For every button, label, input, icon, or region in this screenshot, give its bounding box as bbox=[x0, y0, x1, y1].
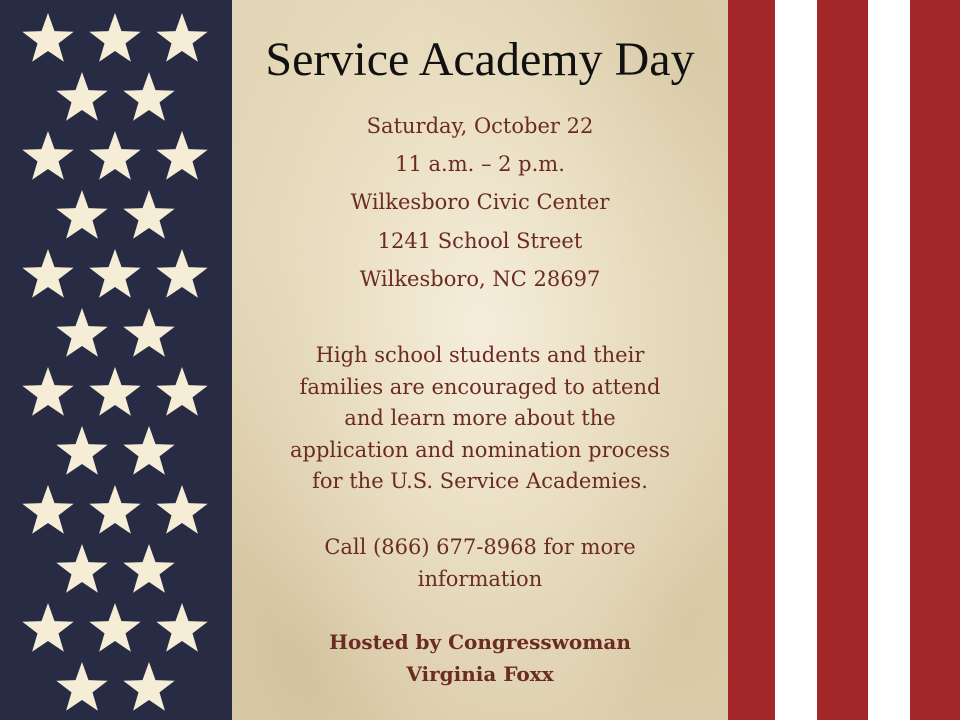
star-icon bbox=[22, 367, 73, 416]
contact-info bbox=[232, 532, 728, 595]
star-icon bbox=[89, 485, 140, 534]
star-icon bbox=[22, 13, 73, 62]
event-description bbox=[232, 340, 728, 498]
star-icon bbox=[56, 662, 107, 711]
host-line: Virginia Foxx bbox=[406, 662, 554, 686]
description-line: application and nomination process bbox=[290, 437, 670, 462]
star-icon bbox=[123, 662, 174, 711]
event-date: Saturday, October 22 bbox=[366, 114, 594, 138]
star-icon bbox=[89, 367, 140, 416]
description-line: for the U.S. Service Academies. bbox=[312, 469, 648, 493]
star-icon bbox=[22, 131, 73, 180]
star-icon bbox=[22, 485, 73, 534]
contact-line: Call (866) 677-8968 for more bbox=[324, 535, 636, 559]
star-field-graphic bbox=[0, 0, 232, 720]
star-field bbox=[0, 0, 232, 720]
event-time: 11 a.m. – 2 p.m. bbox=[395, 152, 565, 176]
star-icon bbox=[56, 72, 107, 121]
flag-stripes bbox=[728, 0, 960, 720]
host-line: Hosted by Congresswoman bbox=[329, 630, 631, 654]
event-venue: Wilkesboro Civic Center bbox=[350, 190, 610, 214]
contact-line: information bbox=[417, 566, 543, 591]
star-icon bbox=[123, 308, 174, 357]
star-icon bbox=[89, 603, 140, 652]
star-icon bbox=[22, 603, 73, 652]
star-icon bbox=[156, 603, 207, 652]
description-line: and learn more about the bbox=[344, 406, 616, 430]
description-line: families are encouraged to attend bbox=[299, 374, 661, 399]
event-title: Service Academy Day bbox=[265, 33, 695, 86]
star-icon bbox=[89, 13, 140, 62]
host-credit bbox=[232, 626, 728, 690]
star-icon bbox=[123, 544, 174, 593]
white-stripe bbox=[775, 0, 817, 720]
star-icon bbox=[123, 190, 174, 239]
star-icon bbox=[56, 426, 107, 475]
white-stripe bbox=[868, 0, 910, 720]
star-icon bbox=[156, 485, 207, 534]
star-icon bbox=[56, 308, 107, 357]
star-icon bbox=[156, 13, 207, 62]
star-icon bbox=[89, 131, 140, 180]
star-icon bbox=[22, 249, 73, 298]
star-icon bbox=[156, 367, 207, 416]
event-city: Wilkesboro, NC 28697 bbox=[359, 267, 601, 291]
star-icon bbox=[123, 72, 174, 121]
star-icon bbox=[156, 249, 207, 298]
event-street: 1241 School Street bbox=[377, 229, 583, 253]
star-icon bbox=[156, 131, 207, 180]
star-icon bbox=[123, 426, 174, 475]
star-icon bbox=[56, 544, 107, 593]
star-icon bbox=[56, 190, 107, 239]
star-icon bbox=[89, 249, 140, 298]
description-line: High school students and their bbox=[315, 343, 645, 367]
